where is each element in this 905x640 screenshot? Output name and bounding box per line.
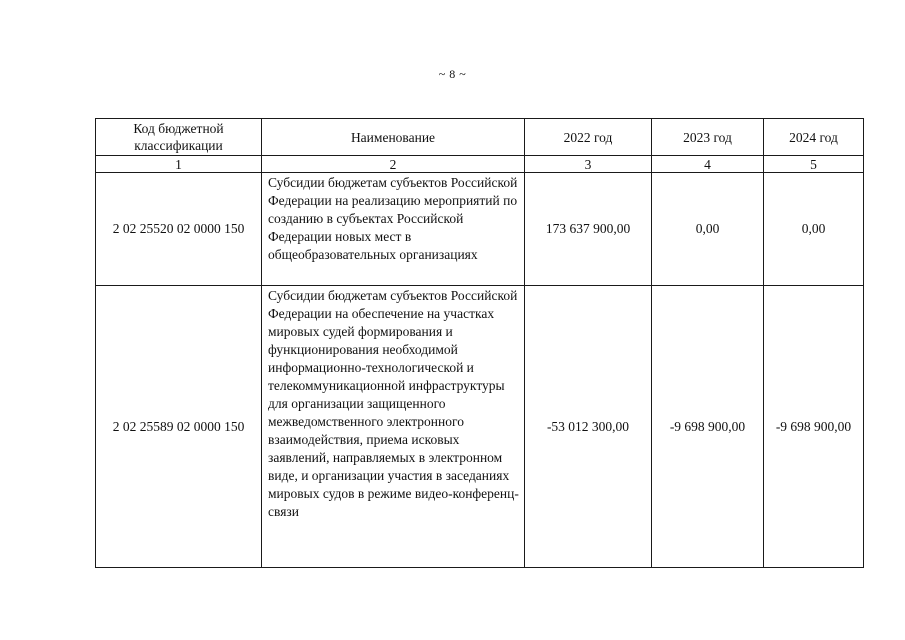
budget-code-cell: 2 02 25589 02 0000 150 bbox=[96, 286, 262, 568]
header-code: Код бюджетной классификации bbox=[96, 119, 262, 156]
header-2023: 2023 год bbox=[652, 119, 764, 156]
table-row bbox=[96, 286, 864, 568]
amount-2022-cell: -53 012 300,00 bbox=[525, 286, 652, 568]
table-header-row bbox=[96, 119, 864, 156]
amount-2023-cell: 0,00 bbox=[652, 173, 764, 286]
column-number: 2 bbox=[262, 156, 525, 173]
column-number: 5 bbox=[764, 156, 864, 173]
amount-2023-cell: -9 698 900,00 bbox=[652, 286, 764, 568]
header-2024: 2024 год bbox=[764, 119, 864, 156]
header-2022: 2022 год bbox=[525, 119, 652, 156]
name-cell: Субсидии бюджетам субъектов Российской Федерации на реализацию мероприятий по созданию в субъектах Российской Федерации новых мест в общеобразовательных организациях bbox=[262, 173, 525, 286]
name-cell: Субсидии бюджетам субъектов Российской Федерации на обеспечение на участках мировых судей формирования и функционирования необходимой информационно-технологической и телекоммуникационной инфраструктуры для организации защищенного межведомственного электронного взаимодействия, приема исковых заявлений, направляемых в электронном виде, и организации участия в заседаниях мировых судов в режиме видео-конференц-связи bbox=[262, 286, 525, 568]
amount-2024-cell: 0,00 bbox=[764, 173, 864, 286]
budget-code-cell: 2 02 25520 02 0000 150 bbox=[96, 173, 262, 286]
amount-2022-cell: 173 637 900,00 bbox=[525, 173, 652, 286]
header-name: Наименование bbox=[262, 119, 525, 156]
column-number: 3 bbox=[525, 156, 652, 173]
page-number: ~ 8 ~ bbox=[438, 67, 467, 81]
budget-table bbox=[95, 118, 864, 568]
amount-2024-cell: -9 698 900,00 bbox=[764, 286, 864, 568]
table-row bbox=[96, 173, 864, 286]
column-number-row bbox=[96, 156, 864, 173]
column-number: 4 bbox=[652, 156, 764, 173]
column-number: 1 bbox=[96, 156, 262, 173]
